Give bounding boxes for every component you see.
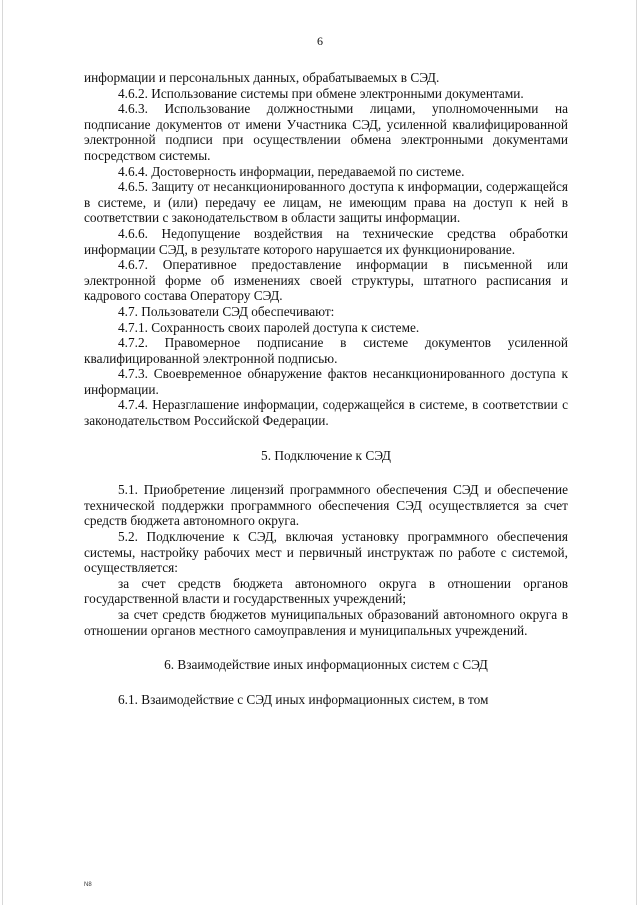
paragraph-4-7-1: 4.7.1. Сохранность своих паролей доступа к системе. bbox=[118, 319, 420, 335]
paragraph-6-1: 6.1. Взаимодействие с СЭД иных информационных систем, в том bbox=[118, 691, 489, 707]
footer-mark: N8 bbox=[84, 882, 92, 888]
section-6-heading: 6. Взаимодействие иных информационных систем с СЭД bbox=[164, 657, 488, 673]
paragraph-4-7: 4.7. Пользователи СЭД обеспечивают: bbox=[118, 303, 335, 319]
paragraph-5-2-item-1: за счет средств бюджета автономного округа в отношении органов государственной власти и государственных учреждений; bbox=[84, 575, 568, 607]
document-body bbox=[84, 70, 568, 707]
paragraph-5-1: 5.1. Приобретение лицензий программного обеспечения СЭД и обеспечение технической поддержки программного обеспечения СЭД осуществляется за счет средств бюджета автономного округа. bbox=[84, 482, 568, 529]
paragraph-5-2-item-2: за счет средств бюджетов муниципальных образований автономного округа в отношении органов местного самоуправления и муниципальных учреждений. bbox=[84, 607, 568, 638]
scan-edge-right bbox=[636, 0, 637, 905]
paragraph-4-7-3: 4.7.3. Своевременное обнаружение фактов несанкционированного доступа к информации. bbox=[84, 366, 568, 397]
paragraph-4-6-7: 4.6.7. Оперативное предоставление информации в письменной или электронной форме об изменениях своей структуры, штатного расписания и кадрового состава Оператору СЭД. bbox=[84, 257, 568, 304]
scan-edge-left bbox=[2, 0, 3, 905]
paragraph: информации и персональных данных, обрабатываемых в СЭД. bbox=[84, 70, 440, 85]
paragraph-4-6-3: 4.6.3. Использование должностными лицами, уполномоченными на подписание документов от имени Участника СЭД, усиленной квалифицированной электронной подписи при осуществлении обмена электронными документами посредством системы. bbox=[84, 101, 568, 163]
section-5-heading: 5. Подключение к СЭД bbox=[261, 447, 391, 463]
paragraph-4-6-5: 4.6.5. Защиту от несанкционированного доступа к информации, содержащейся в системе, и (или) передачу ее лицам, не имеющим права на доступ к ней в соответствии с законодательством в области защиты информации. bbox=[84, 179, 568, 226]
page-number: 6 bbox=[317, 34, 323, 48]
paragraph-4-6-6: 4.6.6. Недопущение воздействия на технические средства обработки информации СЭД, в результате которого нарушается их функционирование. bbox=[84, 225, 568, 257]
paragraph-5-2: 5.2. Подключение к СЭД, включая установку программного обеспечения системы, настройку рабочих мест и первичный инструктаж по работе с системой, осуществляется: bbox=[84, 529, 568, 576]
paragraph-4-7-4: 4.7.4. Неразглашение информации, содержащейся в системе, в соответствии с законодательством Российской Федерации. bbox=[84, 397, 568, 429]
paragraph-4-6-4: 4.6.4. Достоверность информации, передаваемой по системе. bbox=[118, 163, 465, 179]
paragraph-4-6-2: 4.6.2. Использование системы при обмене электронными документами. bbox=[118, 85, 524, 101]
paragraph-4-7-2: 4.7.2. Правомерное подписание в системе документов усиленной квалифицированной электронной подписью. bbox=[84, 335, 568, 366]
